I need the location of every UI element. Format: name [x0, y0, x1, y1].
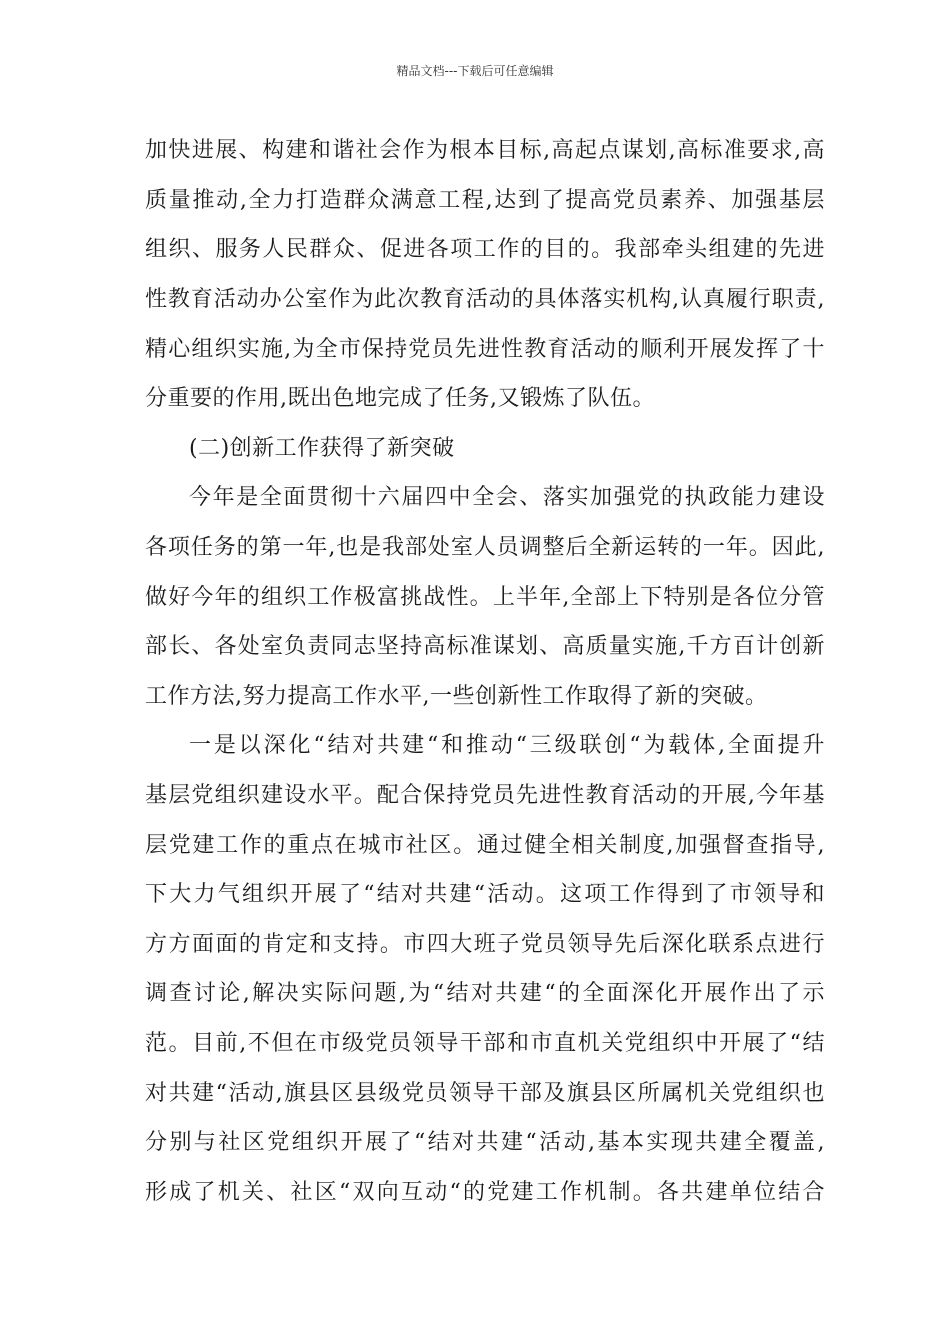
body-line: 各项任务的第一年,也是我部处室人员调整后全新运转的一年。因此,: [145, 535, 825, 560]
body-line: 性教育活动办公室作为此次教育活动的具体落实机构,认真履行职责,: [145, 287, 825, 312]
body-line: 下大力气组织开展了“结对共建“活动。这项工作得到了市领导和: [145, 882, 825, 907]
body-line: 层党建工作的重点在城市社区。通过健全相关制度,加强督查指导,: [145, 833, 825, 858]
body-line: 对共建“活动,旗县区县级党员领导干部及旗县区所属机关党组织也: [145, 1081, 825, 1106]
body-line: 分别与社区党组织开展了“结对共建“活动,基本实现共建全覆盖,: [145, 1130, 825, 1155]
section-heading: (二)创新工作获得了新突破: [189, 436, 455, 461]
body-line: 质量推动,全力打造群众满意工程,达到了提高党员素养、加强基层: [145, 188, 825, 213]
body-line: 分重要的作用,既出色地完成了任务,又锻炼了队伍。: [145, 386, 655, 411]
body-line: 加快进展、构建和谐社会作为根本目标,高起点谋划,高标准要求,高: [145, 138, 825, 163]
body-line: 范。目前,不但在市级党员领导干部和市直机关党组织中开展了“结: [145, 1031, 825, 1056]
body-line: 工作方法,努力提高工作水平,一些创新性工作取得了新的突破。: [145, 684, 768, 709]
body-line: 一是以深化“结对共建“和推动“三级联创“为载体,全面提升: [189, 733, 825, 758]
body-line: 精心组织实施,为全市保持党员先进性教育活动的顺利开展发挥了十: [145, 337, 825, 362]
body-line: 调查讨论,解决实际问题,为“结对共建“的全面深化开展作出了示: [145, 981, 825, 1006]
body-line: 部长、各处室负责同志坚持高标准谋划、高质量实施,千方百计创新: [145, 634, 825, 659]
body-line: 形成了机关、社区“双向互动“的党建工作机制。各共建单位结合: [145, 1180, 825, 1205]
body-line: 做好今年的组织工作极富挑战性。上半年,全部上下特别是各位分管: [145, 585, 825, 610]
page-header: 精品文档---下载后可任意编辑: [396, 64, 554, 78]
body-line: 基层党组织建设水平。配合保持党员先进性教育活动的开展,今年基: [145, 783, 825, 808]
body-line: 组织、服务人民群众、促进各项工作的目的。我部牵头组建的先进: [145, 237, 825, 262]
body-line: 方方面面的肯定和支持。市四大班子党员领导先后深化联系点进行: [145, 932, 825, 957]
body-line: 今年是全面贯彻十六届四中全会、落实加强党的执政能力建设: [189, 485, 825, 510]
